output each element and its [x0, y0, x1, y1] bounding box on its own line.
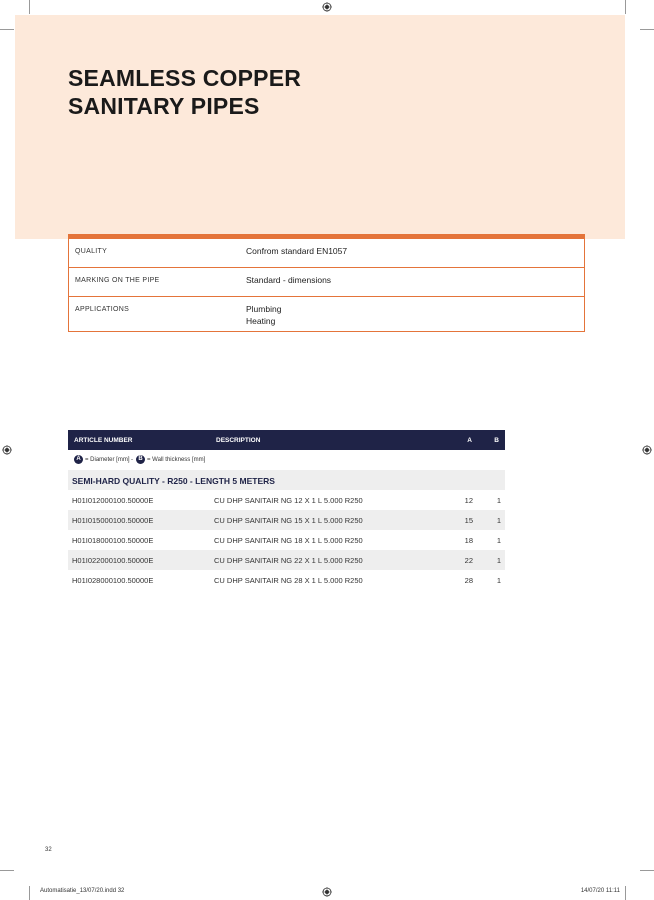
table-legend — [68, 450, 505, 470]
spec-value — [246, 303, 584, 327]
value-b: 1 — [496, 556, 501, 565]
spec-table — [68, 234, 585, 332]
crop-mark — [640, 29, 654, 30]
crop-mark — [0, 870, 14, 871]
spec-value: Standard - dimensions — [246, 275, 332, 285]
column-header-article: ARTICLE NUMBER — [74, 437, 133, 444]
article-number: H01I018000100.50000E — [72, 536, 154, 545]
value-a: 15 — [464, 516, 473, 525]
legend-a-text: = Diameter [mm] — [85, 457, 130, 463]
product-table — [68, 430, 505, 590]
legend-b-badge: B — [136, 455, 145, 464]
spec-row-marking — [69, 268, 584, 297]
registration-mark-icon — [322, 887, 332, 897]
description: CU DHP SANITAIR NG 28 X 1 L 5.000 R250 — [214, 576, 363, 585]
title-line-2: SANITARY PIPES — [68, 93, 260, 119]
column-header-a: A — [467, 437, 472, 444]
value-a: 18 — [464, 536, 473, 545]
crop-mark — [625, 0, 626, 14]
legend-b-text: = Wall thickness [mm] — [147, 457, 206, 463]
description: CU DHP SANITAIR NG 22 X 1 L 5.000 R250 — [214, 556, 363, 565]
article-number: H01I028000100.50000E — [72, 576, 154, 585]
spec-row-applications — [69, 297, 584, 332]
spec-label: QUALITY — [75, 248, 108, 255]
article-number: H01I015000100.50000E — [72, 516, 154, 525]
value-a: 28 — [464, 576, 473, 585]
spec-row-quality — [69, 239, 584, 268]
table-header — [68, 430, 505, 450]
page-number: 32 — [45, 847, 52, 853]
column-header-b: B — [494, 437, 499, 444]
print-date: 14/07/20 11:11 — [580, 888, 620, 894]
column-header-description: DESCRIPTION — [216, 437, 261, 444]
legend-separator: - — [131, 457, 133, 463]
file-info: Automatisatie_13/07/20.indd 32 — [40, 888, 125, 894]
crop-mark — [29, 0, 30, 14]
value-b: 1 — [496, 516, 501, 525]
spec-value: Confrom standard EN1057 — [246, 246, 348, 256]
table-row — [68, 530, 505, 550]
registration-mark-icon — [322, 2, 332, 12]
value-a: 12 — [464, 496, 473, 505]
table-row — [68, 570, 505, 590]
value-b: 1 — [496, 536, 501, 545]
section-title: SEMI-HARD QUALITY - R250 - LENGTH 5 METERS — [72, 476, 275, 486]
registration-mark-icon — [2, 445, 12, 455]
value-b: 1 — [496, 576, 501, 585]
crop-mark — [640, 870, 654, 871]
registration-mark-icon — [642, 445, 652, 455]
description: CU DHP SANITAIR NG 15 X 1 L 5.000 R250 — [214, 516, 363, 525]
spec-label: MARKING ON THE PIPE — [75, 277, 160, 284]
spec-value-line: Heating — [246, 316, 276, 326]
page-title — [68, 64, 301, 120]
description: CU DHP SANITAIR NG 12 X 1 L 5.000 R250 — [214, 496, 363, 505]
table-row — [68, 490, 505, 510]
description: CU DHP SANITAIR NG 18 X 1 L 5.000 R250 — [214, 536, 363, 545]
title-line-1: SEAMLESS COPPER — [68, 65, 302, 91]
spec-label: APPLICATIONS — [75, 306, 130, 313]
article-number: H01I012000100.50000E — [72, 496, 154, 505]
hero-panel — [15, 15, 625, 239]
value-b: 1 — [496, 496, 501, 505]
crop-mark — [625, 886, 626, 900]
crop-mark — [29, 886, 30, 900]
article-number: H01I022000100.50000E — [72, 556, 154, 565]
section-heading — [68, 470, 505, 490]
spec-value-line: Plumbing — [246, 304, 282, 314]
table-row — [68, 550, 505, 570]
value-a: 22 — [464, 556, 473, 565]
legend-a-badge: A — [74, 455, 83, 464]
crop-mark — [0, 29, 14, 30]
table-row — [68, 510, 505, 530]
